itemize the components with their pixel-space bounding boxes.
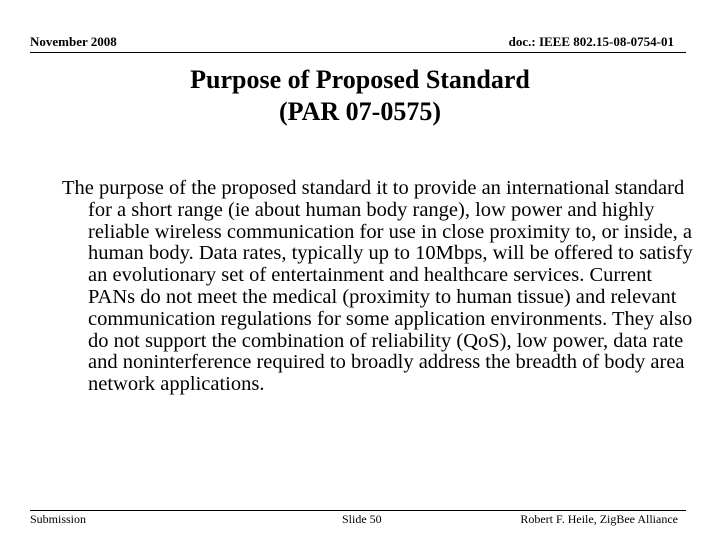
footer-divider bbox=[30, 510, 686, 511]
footer-submission: Submission bbox=[30, 512, 87, 526]
footer-slide-number: Slide 50 bbox=[342, 512, 382, 526]
slide-title-line-1: Purpose of Proposed Standard bbox=[190, 65, 530, 94]
slide-title-line-2: (PAR 07-0575) bbox=[279, 97, 441, 126]
footer-author: Robert F. Heile, ZigBee Alliance bbox=[520, 512, 678, 526]
header-date: November 2008 bbox=[30, 34, 117, 49]
header-divider bbox=[30, 52, 686, 53]
header-doc-id: doc.: IEEE 802.15-08-0754-01 bbox=[508, 34, 674, 49]
body-paragraph: The purpose of the proposed standard it to provide an international standard for a short range (ie about human body range), low power and highly reliable wireless communication for use in close proximity to, or inside, a human body. Data rates, typically up to 10Mbps, will be offered to satisfy an evolutionary set of entertainment and healthcare services. Current PANs do not meet the medical (proximity to human tissue) and relevant communication regulations for some application environments. They also do not support the combination of reliability (QoS), low power, data rate and noninterference required to broadly address the breadth of body area network applications. bbox=[62, 177, 693, 396]
slide-title bbox=[0, 64, 720, 128]
